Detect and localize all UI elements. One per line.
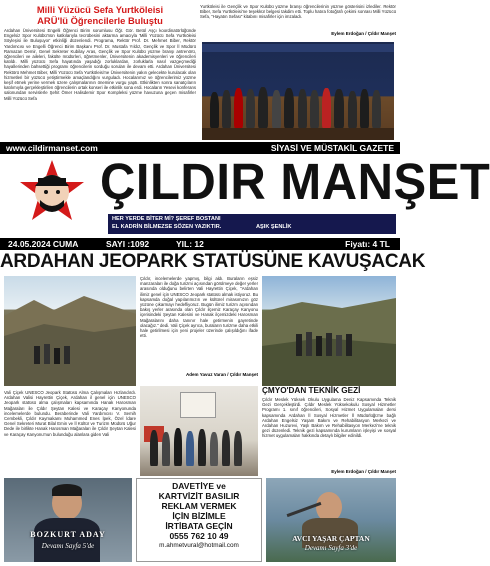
ad-center-box — [136, 478, 262, 562]
masthead-title: ÇILDIR MANŞET — [100, 153, 490, 211]
ad-left-name: BOZKURT ADAY — [30, 530, 106, 539]
jeopark-signature: Adem Yavuz Varan / Çıldır Manşet — [186, 372, 258, 377]
website-url[interactable]: www.cildirmanset.com — [6, 143, 98, 153]
top-left-title-2: ARÜ'lü Öğrencilerle Buluştu — [37, 15, 163, 26]
slogan: SİYASİ VE MÜSTAKİL GAZETE — [270, 143, 394, 153]
ad-left-caption: Devamı Sayfa 5'de — [41, 542, 95, 550]
ad-line-5: İRTİBATA GEÇİN — [165, 521, 233, 531]
ad-right-name: AVCI YAŞAR ÇAPTAN — [292, 534, 370, 543]
top-right-article — [200, 4, 396, 140]
info-bar — [0, 238, 400, 250]
top-right-signature: Eylem Erdoğan / Çıldır Manşet — [331, 31, 396, 36]
ad-line-1: DAVETİYE ve — [172, 481, 226, 491]
cmyo-body: Çıldır Meslek Yüksek Okulu Uygulama Deniz Kapsamında Teknik Gezi Gerçekleştirdi. Çıldır Meslek Yüksekokulu Sosyal Hizmetler Programı 1. sınıf öğrencileri, Sosyal Hizmet Uygulamaları dersi kapsamında Ardahan İl Sosyal Hizmetler İl Müdürlüğü'ne bağlı Ardahan Engelsiz Yaşam Bakım ve Rehabilitasyon Merkezi ve Ardahan Huzurevi, Yaşlı Bakım ve Rehabilitasyon Merkezi'ne teknik gezi düzenledi. Teknik gezi kapsamında kurumların işleyişi ve sosyal hizmet uygulamaları hakkında detaylı bilgiler edinildi. — [262, 397, 396, 439]
top-left-article — [4, 4, 196, 140]
ceremony-photo — [202, 42, 394, 140]
canyon-photo-right — [262, 276, 396, 386]
tagline-line-1: HER YERDE BİTER Mİ? ŞEREF BOSTANI — [112, 216, 221, 222]
tagline-author: AŞIK ŞENLİK — [256, 224, 292, 230]
main-headline: ARDAHAN JEOPARK STATÜSÜNE KAVUŞACAK — [0, 251, 426, 272]
ad-left-portrait — [4, 478, 132, 562]
top-left-title-1: Milli Yüzücü Sefa Yurtköleisi — [36, 4, 164, 15]
ad-line-4: İÇİN BİZİMLE — [172, 511, 226, 521]
ad-phone[interactable]: 0555 762 10 49 — [169, 531, 229, 541]
ad-line-2: KARTVİZİT BASILIR — [158, 491, 240, 501]
ad-right-portrait — [266, 478, 396, 562]
top-right-body: Yurtköleisi ile Gençlik ve Spor Kulübü yüzme branşı öğrencilerinin yüzme gösterisini izlediler. Rektör Biber, Sefa Yurtköleisi'ne teşekkür belgesi takdim etti. Toplu hatıra fotoğrafı çekimi sonrası Milli Yüzücü Sefa, "Hayatın Sefası" kitabını misafirler için imzaladı. — [200, 4, 396, 20]
cmyo-photo — [140, 386, 258, 476]
ad-line-3: REKLAM VERMEK — [161, 501, 237, 511]
cmyo-article — [262, 386, 396, 476]
canyon-photo-left — [4, 276, 136, 386]
tagline-line-2: EL KADRİN BİLMEZSE SÖZEN YAZIKTIR. — [112, 224, 222, 230]
masthead — [0, 153, 490, 238]
issue-date: 24.05.2024 CUMA — [8, 239, 79, 249]
cmyo-signature: Eylem Erdoğan / Çıldır Manşet — [331, 469, 396, 474]
tagline-box — [108, 214, 396, 234]
ad-email[interactable]: m.ahmetvural@hotmail.com — [159, 542, 239, 549]
jeopark-body-left: Vali Çiçek UNESCO Jeopark Statüsü Alma Çalışmaları Hızlandırdı. Ardahan Valisi Hayrettin Çiçek, Ardahan il genel için UNESCO Jeopark statüsü alma çalışmaları kapsamında Hanak Harosman Mağaraları ile Çıldır Şeytan Kalesi ve Karaçay Kanyonunda incelemelerde bulundu. Beraberinde Vali Yardımcısı V. Semih Cembekli, Çıldır Kaymakamı Muhammed Enes İpek, Özel İdare Genel Sekreteri Murat Bilal Emin ve İl Kültür ve Turizm Müdürü Uğur Dede ile birlikte Hanak Harosman Mağaraları ile Çıldır Şeytan Kalesi ve Karaçay Kanyonu'nun bulunduğu alanlara giden Vali — [4, 390, 136, 437]
issue-price: Fiyatı: 4 TL — [345, 239, 390, 249]
issue-number: SAYI :1092 — [106, 239, 150, 249]
logo-emblem — [6, 156, 98, 228]
issue-year: YIL: 12 — [176, 239, 204, 249]
cmyo-title: ÇMYO'DAN TEKNİK GEZİ — [262, 386, 361, 395]
jeopark-body-right: Çıldır, incelemelerde yapmış, bilgi aldı. Buraların eşsiz manzaraları ile doğa turizmi açısından görülmeye değer yerler arasında olduğunu belirten Vali Hayrettin Çiçek, "Ardahan ilimiz genel için UNESCO Jeopark statüsü almak istiyoruz. Bu kapsamda doğal yapılarımızın ve kültürel mirasımızın göz yüzüne çıkarmayı hedefliyoruz. Bugün ilimiz turizm açısından bakış yerler arasında olan Çıldır ilçemiz Karaçay Kanyonu içerisindeki Şeytan Kalesini ve Hanak ilçemizdeki Harosman Mağaralarını daha tanınır hale getirmenin gayretinde olacağız." dedi. Vali Çiçek ayrıca, buraların turizme daha etkili hale getirilmesi için yeni projeler üzerinde çalışıldığını ifade etti. — [140, 276, 258, 339]
ad-right-caption: Devamı Sayfa 3'de — [304, 544, 358, 552]
top-left-body: Ardahan Üniversitesi Engelli Öğrenci Birim sorumlusu Öğr. Gör. Betül Aşçı koordinatörlüğünde Engelsiz Spor Kulübü'nün katkılarıyla tecrübesini aktarma amacıyla 'Milli Yüzücü Sefa Yurtköleisi Söyleşisi ile Buluşuyor' etkinliği düzenlendi. Programa, Rektör Prof. Dr. Mehmet Biber, Rektör Yardımcısı ve Engelli Öğrenci Birim Başkanı Prof. Dr. Mustafa Yıldız, Gençlik ve Spor İl Müdürü Ramazan Demir, Genel Sekreter Kubilay Aras, Gençlik ve Spor Kulübü yüzme branşı antrenörü, öğrencileri ve aileleri, fakülte müdürleri, öğretmenler, Üniversitenin akademisyenleri ve öğrencileri katıldı. Milli yüzücü Sefa hayatında yaşadığı zorluklardan, zorluklarla nasıl vazgeçmediği hayallerinden bahsettiği programı öğrencilerin sorduğu soruları ile devam etti. Ardahan Üniversitesi Rektörü Mehmet Biber, Milli Yüzücü Sefa Yurtköleisi'ne Üniversitenin yakın gelecekte kurulacak olan hizmetleri bir yüzücü yetiştirmekle amaçlandığını vurguladı. Hocalarımız ve öğrencilerimiz yüzme keşif etmek yerine vermek üzere çalışmalarının önemine vurgu yaptı. Etkinlikten sonra sanatçıların katılımıyla gerçekleştirilen öğrencilerin ortak konseri ile etkinlik sona erdi. Hocaların Yesevi konferans salonundan servislerle Şehit Ömer Halisdemir Spor Kompleksi yüzme havuzuna geçen misafirler Milli Yüzücü Sefa — [4, 28, 196, 101]
